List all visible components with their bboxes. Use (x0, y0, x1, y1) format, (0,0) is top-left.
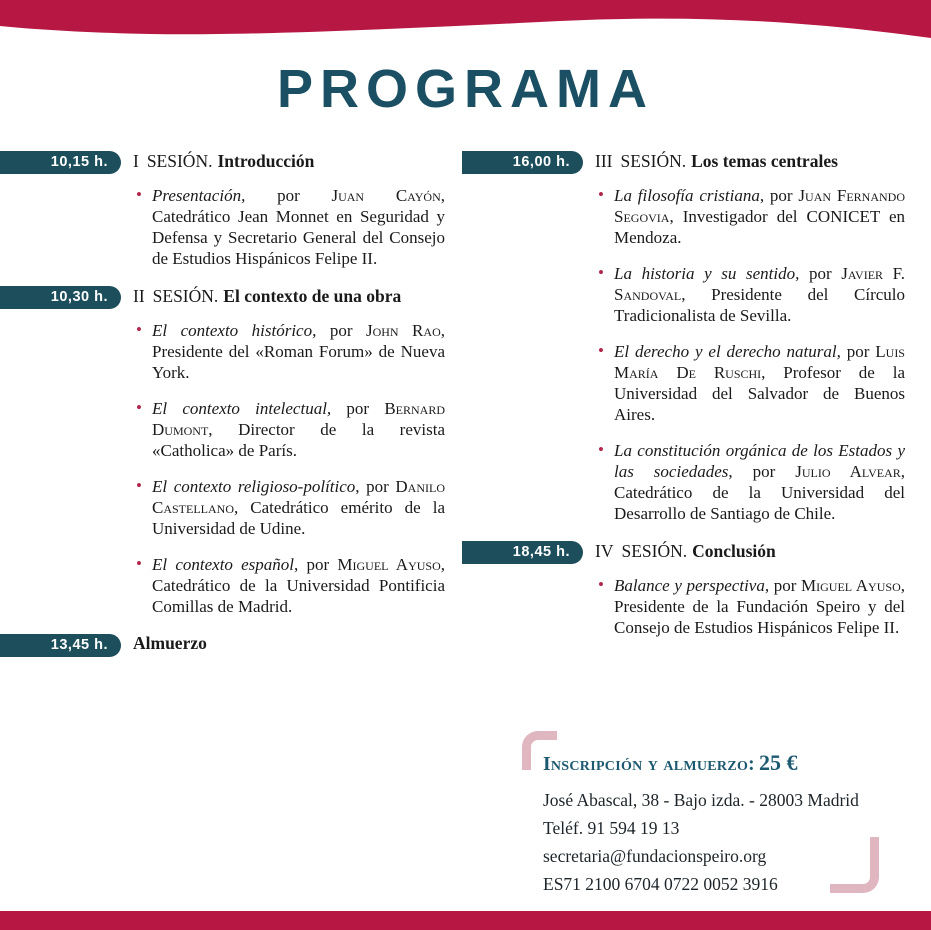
program-item-text (152, 477, 445, 538)
program-item-text (152, 399, 445, 460)
text-segment-italic: El contexto histórico, (152, 321, 317, 340)
text-segment-italic: El derecho y el derecho natural, (614, 342, 841, 361)
session-heading (133, 285, 445, 307)
program-item (133, 185, 445, 269)
program-item-text (152, 186, 445, 268)
lunch-label: Almuerzo (133, 633, 207, 653)
text-segment-plain: por (331, 399, 385, 418)
session-block (462, 150, 905, 524)
quote-corner-bottom-right-decoration (830, 837, 879, 893)
program-item (595, 185, 905, 248)
program-item-text (614, 186, 905, 247)
program-item (133, 476, 445, 539)
text-segment-plain: , Presidente de la Fundación Speiro y del Consejo de Estudios Hispánicos Felipe II. (614, 576, 905, 637)
text-segment-smallcaps: Danilo Castellano (152, 477, 445, 517)
time-badge: 18,45 h. (462, 541, 583, 564)
program-item-text (152, 321, 445, 382)
time-badge: 10,30 h. (0, 286, 121, 309)
text-segment-plain: , Catedrático emérito de la Universidad de Udine. (152, 498, 445, 538)
session-word: SESIÓN. (621, 541, 688, 561)
bullet-icon: • (136, 398, 142, 417)
text-segment-italic: El contexto intelectual, (152, 399, 332, 418)
bullet-icon: • (136, 554, 142, 573)
text-segment-plain: por (799, 264, 842, 283)
top-wave-decoration (0, 0, 931, 42)
session-word: SESIÓN. (152, 286, 219, 306)
text-segment-plain: , por (759, 186, 799, 205)
bullet-icon: • (598, 341, 604, 360)
program-item (133, 320, 445, 383)
time-badge: 13,45 h. (0, 634, 121, 657)
text-segment-italic: Balance y perspectiva (614, 576, 765, 595)
text-segment-smallcaps: Miguel Ayuso (801, 576, 901, 595)
session-block (462, 540, 905, 638)
session-number: IV (595, 541, 614, 561)
bullet-icon: • (136, 185, 142, 204)
program-item-text (614, 264, 905, 325)
program-item-text (614, 441, 905, 523)
left-column (0, 150, 445, 670)
bullet-icon: • (598, 185, 604, 204)
session-block (0, 150, 445, 269)
text-segment-plain: , Investigador del CONICET en Mendoza. (614, 207, 905, 247)
session-word: SESIÓN. (146, 151, 213, 171)
bullet-icon: • (598, 575, 604, 594)
lunch-block (0, 633, 445, 654)
bullet-icon: • (136, 476, 142, 495)
session-number: I (133, 151, 139, 171)
program-item (595, 440, 905, 524)
program-item-text (614, 342, 905, 424)
inscription-phone: Teléf. 91 594 19 13 (543, 818, 680, 838)
text-segment-plain: , Catedrático de la Universidad Pontificia Comillas de Madrid. (152, 555, 445, 616)
text-segment-italic: La constitución orgánica de los Estados y las sociedades (614, 441, 905, 481)
session-topic: El contexto de una obra (223, 286, 402, 306)
text-segment-italic: La filosofía cristiana (614, 186, 760, 205)
bullet-icon: • (598, 263, 604, 282)
session-number: II (133, 286, 145, 306)
session-heading (133, 150, 445, 172)
session-items (133, 320, 445, 617)
session-number: III (595, 151, 613, 171)
text-segment-plain: , por (764, 576, 801, 595)
text-segment-smallcaps: Bernard Dumont (152, 399, 445, 439)
right-column (462, 150, 905, 654)
time-badge: 10,15 h. (0, 151, 121, 174)
session-topic: Conclusión (692, 541, 776, 561)
session-heading (595, 540, 905, 562)
text-segment-plain: , Presidente del Círculo Tradicionalista de Sevilla. (614, 285, 905, 325)
bullet-icon: • (598, 440, 604, 459)
program-item (133, 554, 445, 617)
text-segment-plain: por (840, 342, 876, 361)
text-segment-plain: , Profesor de la Universidad del Salvador de Buenos Aires. (614, 363, 905, 424)
text-segment-smallcaps: Juan Fernando Segovia (614, 186, 905, 226)
session-topic: Introducción (217, 151, 315, 171)
session-items (595, 185, 905, 524)
session-items (133, 185, 445, 269)
inscription-email: secretaria@fundacionspeiro.org (543, 846, 767, 866)
text-segment-italic: El contexto religioso-político (152, 477, 356, 496)
program-item (595, 575, 905, 638)
session-block (0, 285, 445, 617)
time-badge: 16,00 h. (462, 151, 583, 174)
program-item-text (614, 576, 905, 637)
session-word: SESIÓN. (620, 151, 687, 171)
text-segment-italic: La historia y su sentido, (614, 264, 800, 283)
text-segment-italic: El contexto español (152, 555, 295, 574)
text-segment-plain: , Presidente del «Roman Forum» de Nueva York. (152, 321, 445, 382)
text-segment-smallcaps: Luis María De Ruschi (614, 342, 905, 382)
inscription-title-line (543, 750, 893, 776)
bullet-icon: • (136, 320, 142, 339)
text-segment-italic: Presentación, (152, 186, 246, 205)
text-segment-plain: , Catedrático de la Universidad del Desarrollo de Santiago de Chile. (614, 462, 905, 523)
text-segment-plain: , por (355, 477, 396, 496)
text-segment-smallcaps: Javier F. Sandoval (614, 264, 905, 304)
session-items (595, 575, 905, 638)
text-segment-plain: , Director de la revista «Catholica» de París. (152, 420, 445, 460)
page-title: PROGRAMA (277, 59, 654, 119)
text-segment-smallcaps: John Rao (365, 321, 441, 340)
text-segment-plain: por (245, 186, 332, 205)
bottom-band-decoration (0, 911, 931, 930)
inscription-address: José Abascal, 38 - Bajo izda. - 28003 Madrid (543, 790, 859, 810)
text-segment-plain: , Catedrático Jean Monnet en Seguridad y Defensa y Secretario General del Consejo de Estudios Hispánicos Felipe II. (152, 186, 445, 268)
program-item (595, 263, 905, 326)
session-topic: Los temas centrales (691, 151, 838, 171)
text-segment-smallcaps: Juan Cayón (331, 186, 441, 205)
text-segment-smallcaps: Miguel Ayuso (337, 555, 441, 574)
inscription-price: 25 € (758, 750, 798, 775)
inscription-iban: ES71 2100 6704 0722 0052 3916 (543, 874, 778, 894)
inscription-title: Inscripción y almuerzo: (543, 754, 755, 775)
text-segment-plain: , por (728, 462, 796, 481)
program-item (595, 341, 905, 425)
text-segment-plain: por (316, 321, 366, 340)
text-segment-smallcaps: Julio Alvear (795, 462, 901, 481)
program-item-text (152, 555, 445, 616)
session-heading (595, 150, 905, 172)
text-segment-plain: , por (294, 555, 338, 574)
program-item (133, 398, 445, 461)
